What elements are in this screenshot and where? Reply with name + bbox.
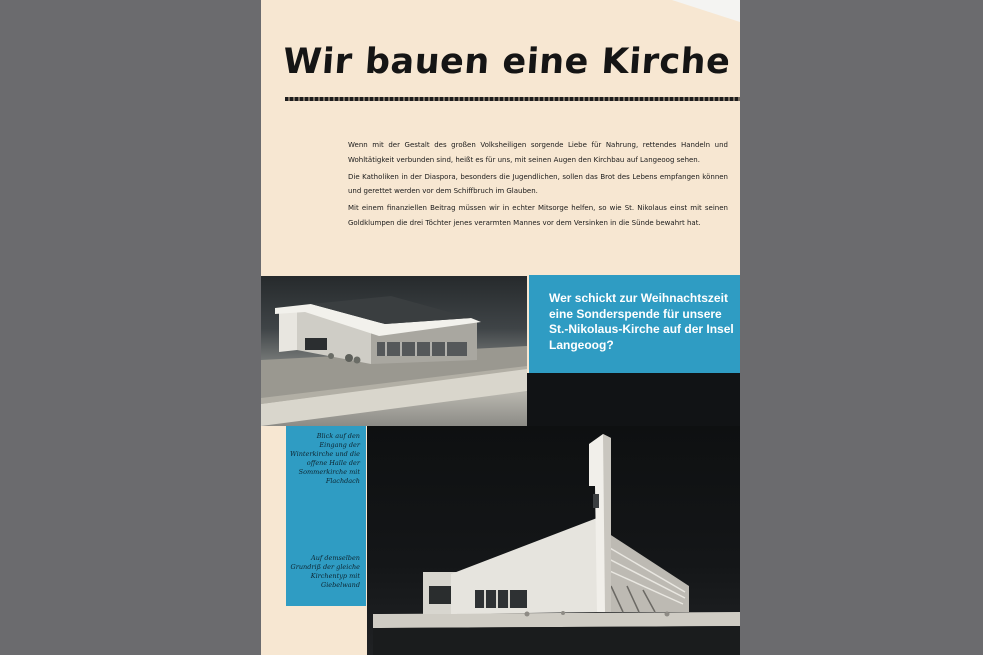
- dark-background-block: [527, 373, 740, 428]
- page-corner: [672, 0, 740, 22]
- page-headline: Wir bauen eine Kirche: [281, 42, 732, 82]
- body-text: [348, 138, 728, 233]
- caption-top-photo: Blick auf den Eingang der Winterkirche und die offene Halle der Sommerkirche mit Flachdach: [290, 432, 360, 485]
- paragraph-3: Mit einem finanziellen Beitrag müssen wir in echter Mitsorge helfen, so wie St. Nikolaus einst mit seinen Goldklumpen die drei Töchter jenes verarmten Mannes vor dem Versinken in die Sünde bewahrt hat.: [348, 204, 728, 227]
- church-model-photo-gable-wall: [367, 426, 740, 655]
- headline-rule: [285, 97, 740, 101]
- church-model-photo-flat-roof: [261, 276, 527, 426]
- paragraph-1: Wenn mit der Gestalt des großen Volksheiligen sorgende Liebe für Nahrung, rettendes Handeln und Wohltätigkeit verbunden sind, heißt es für uns, mit seinen Augen den Kirchbau auf Langeoog sehen.: [348, 141, 728, 164]
- caption-bottom-photo: Auf demselben Grundriß der gleiche Kirchentyp mit Giebelwand: [290, 554, 360, 589]
- donation-callout-text: Wer schickt zur Weihnachtszeit eine Sonderspende für unsere St.-Nikolaus-Kirche auf der Insel Langeoog?: [549, 291, 734, 352]
- paragraph-2: Die Katholiken in der Diaspora, besonders die Jugendlichen, sollen das Brot des Lebens empfangen können und gerettet werden vor dem Schiffbruch im Glauben.: [348, 172, 728, 196]
- caption-box: [286, 426, 366, 606]
- donation-callout-box: [529, 275, 740, 373]
- magazine-page: [261, 0, 740, 655]
